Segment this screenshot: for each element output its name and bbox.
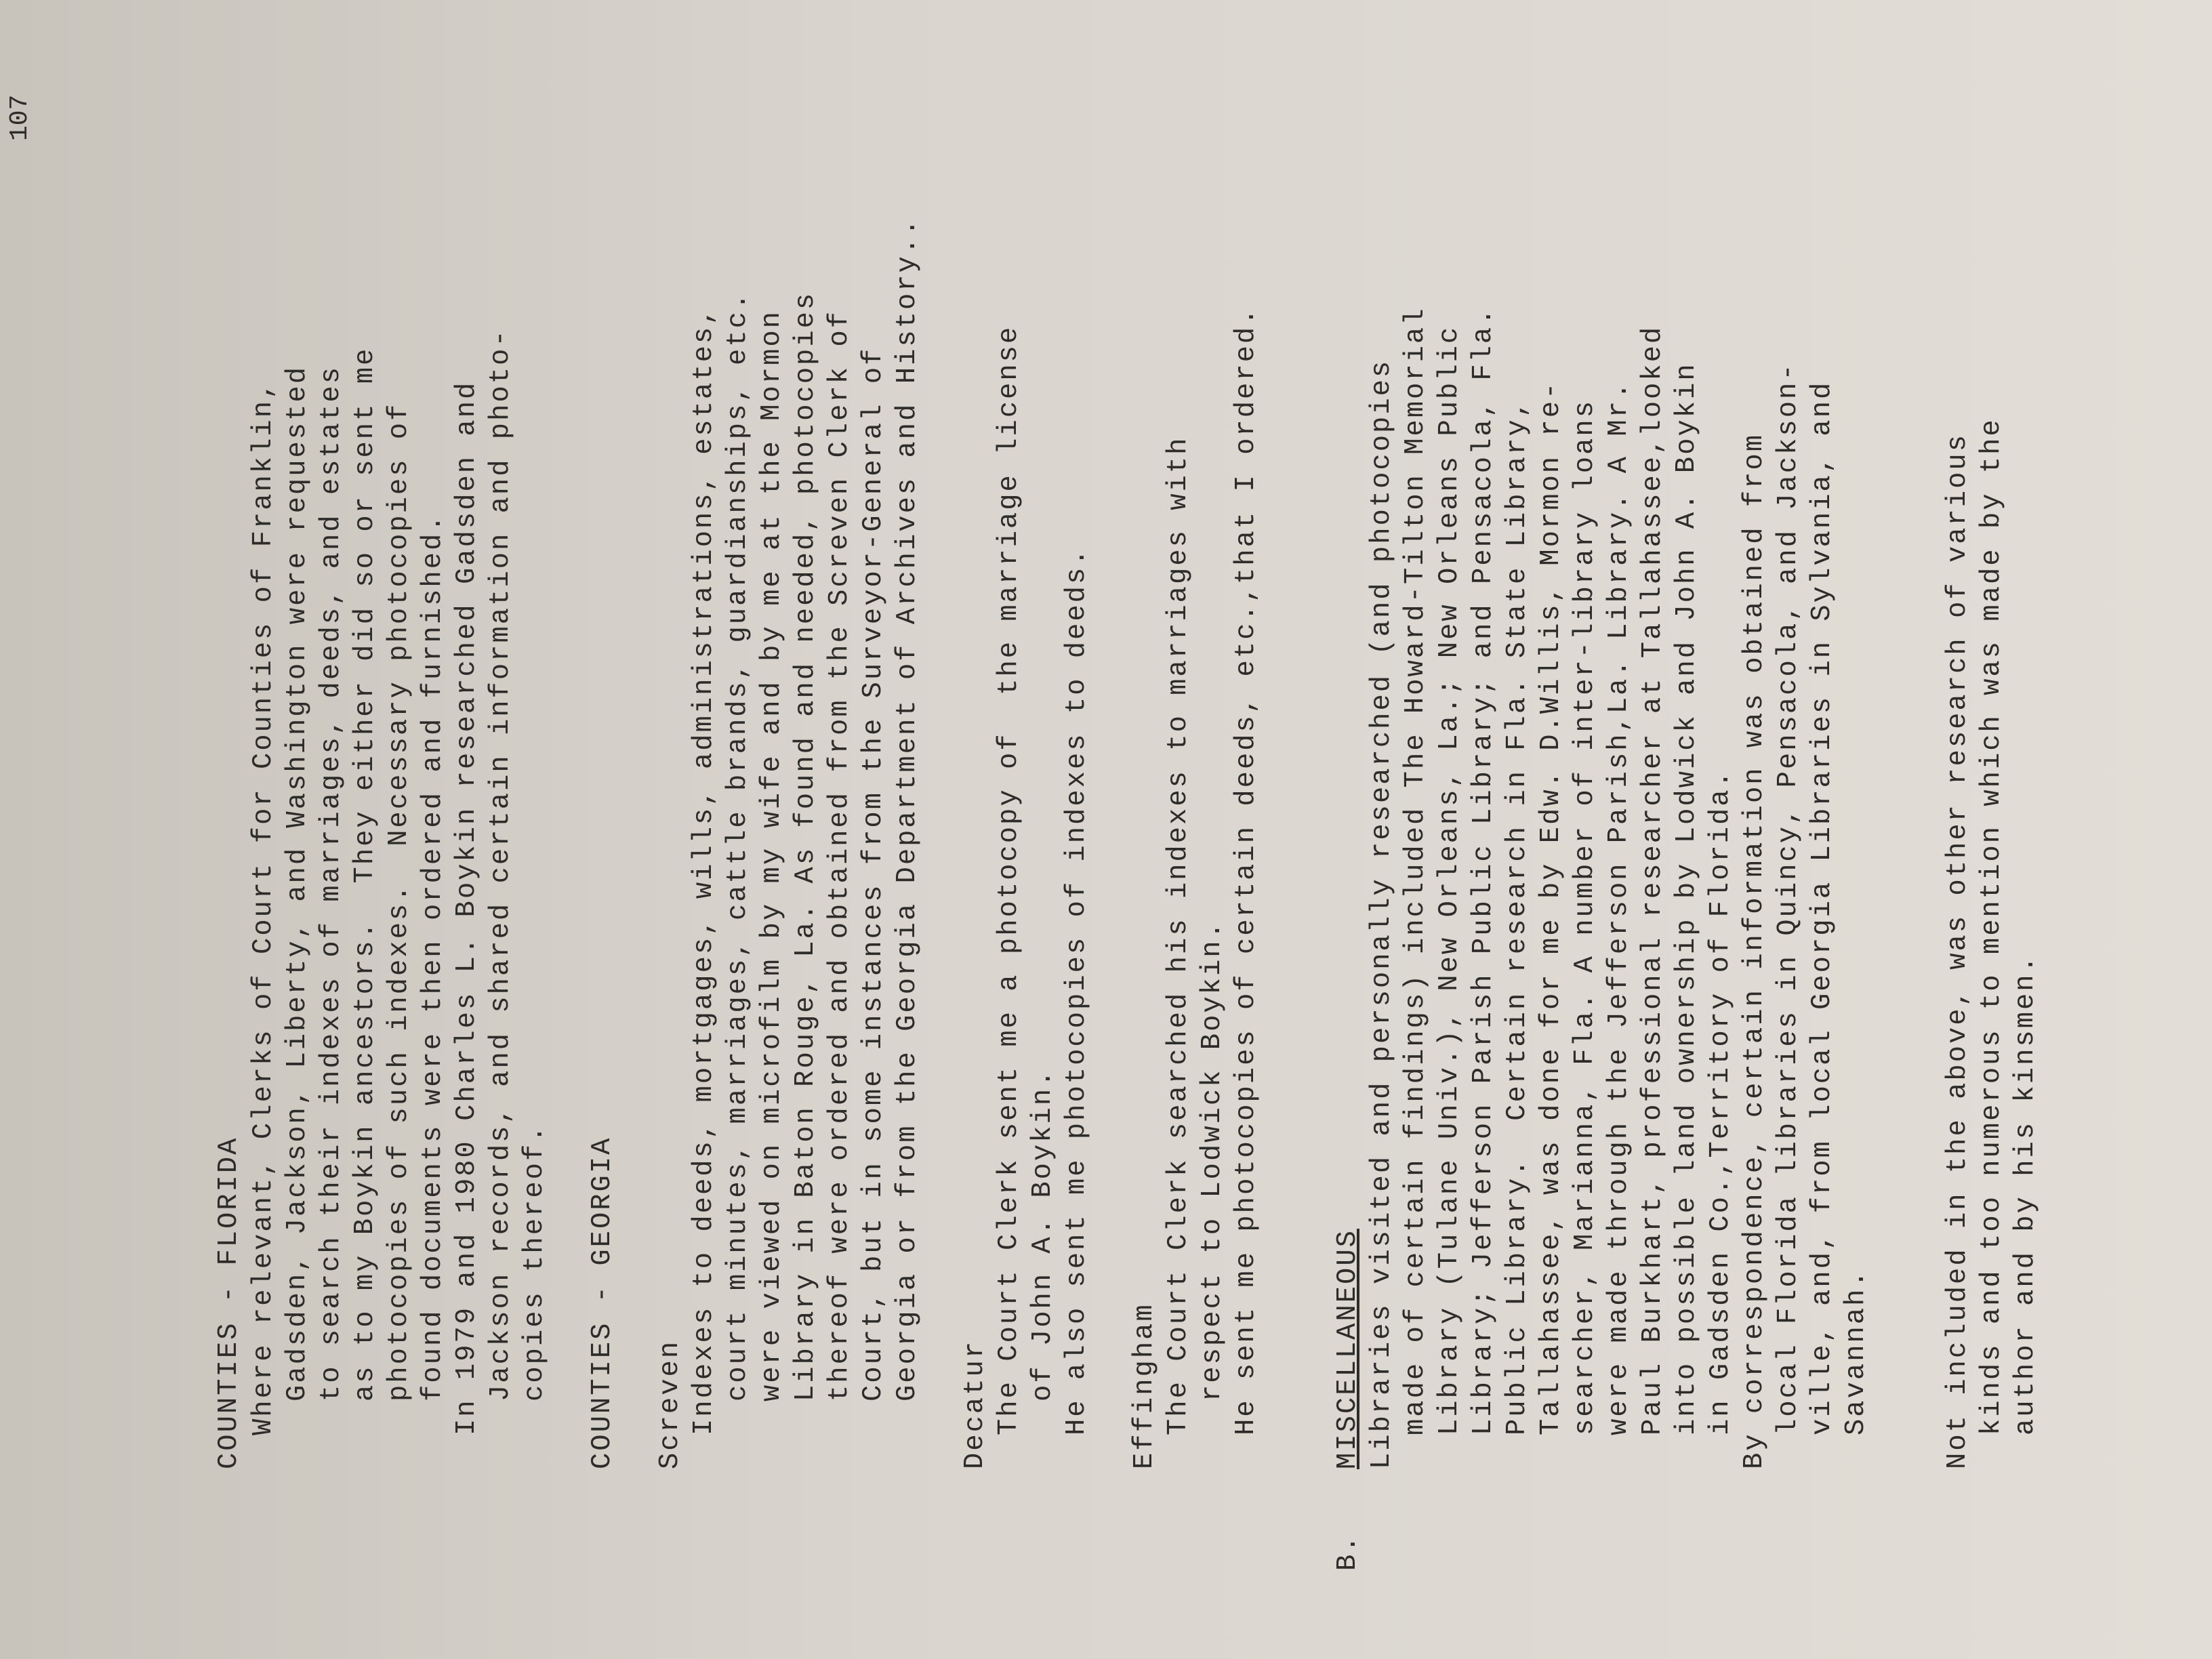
text-line: to search their indexes of marriages, deeds, and estates [316,365,347,1401]
text-line: into possible land ownership by Lodwick and John A. Boykin [1671,362,1702,1435]
text-line: made of certain findings) included The Howard-Tilton Memorial [1400,306,1431,1435]
text-line: respect to Lodwick Boykin. [1197,920,1228,1401]
text-line: were made through the Jefferson Parish,La. Library. A Mr. [1603,380,1635,1435]
text-line: court minutes, marriages, cattle brands, guardianships, etc. [722,291,754,1401]
text-line: Libraries visited and personally researched (and photocopies [1366,359,1397,1469]
text-line: thereof were ordered and obtained from the Screven Clerk of [824,310,855,1401]
text-line: Public Library. Certain research in Fla. State Library, [1502,398,1533,1435]
text-line: Where relevant, Clerks of Court for Counties of Franklin, [248,380,279,1435]
text-line: Tallahassee, was done for me by Edw. D.Willis, Mormon re- [1536,380,1567,1435]
text-line: copies thereof. [519,1124,550,1401]
text-line: The Court Clerk searched his indexes to marriages with [1163,436,1194,1435]
text-line: He also sent me photocopies of indexes to deeds. [1061,547,1092,1435]
section-letter-b: B. [1332,1534,1364,1571]
text-line: found documents were then ordered and furnished. [417,513,449,1401]
text-line: He sent me photocopies of certain deeds, etc.,that I ordered. [1231,306,1262,1435]
heading-florida: COUNTIES - FLORIDA [213,1136,245,1469]
page-number: 107 [5,94,35,141]
county-label-screven: Screven [655,1339,686,1469]
text-line: Paul Burkhart, professional researcher at Tallahassee,looked [1637,325,1668,1435]
text-line: Library in Baton Rouge, La. As found and needed, photocopies [790,291,821,1401]
county-label-effingham: Effingham [1129,1303,1160,1469]
text-line: Library (Tulane Univ.), New Orleans, La.; New Orleans Public [1434,325,1465,1435]
heading-miscellaneous: MISCELLANEOUS [1332,1229,1364,1469]
text-line: of John A. Boykin. [1027,1068,1059,1401]
text-line: By correspondence, certain information was obtained from [1739,432,1770,1469]
text-line: were viewed on microfilm by my wife and by me at the Mormon [756,310,787,1401]
text-line: Jackson records, and shared certain information and photo- [485,328,516,1401]
county-label-decatur: Decatur [960,1339,991,1469]
text-line: Not included in the above, was other research of various [1942,432,1973,1469]
text-line: In 1979 and 1980 Charles L. Boykin researched Gadsden and [451,380,483,1435]
text-line: author and by his kinsmen. [2010,954,2041,1435]
text-line: Savannah. [1841,1269,1872,1435]
text-line: The Court Clerk sent me a photocopy of the marriage license [994,325,1025,1435]
text-line: photocopies of such indexes. Necessary photocopies of [384,402,415,1401]
text-line: as to my Boykin ancestors. They either did so or sent me [350,346,381,1401]
text-line: Library; Jefferson Parish Public Library; and Pensacola, Fla. [1468,306,1499,1435]
text-line: kinds and too numerous to mention which was made by the [1976,417,2007,1435]
text-line: searcher, Marianna, Fla. A number of inter-library loans [1570,398,1601,1435]
text-line: Indexes to deeds, mortgages, wills, administrations, estates, [689,306,720,1435]
text-line: Gadsden, Jackson, Liberty, and Washington were requested [282,365,313,1401]
text-line: Georgia or from the Georgia Department of Archives and History.. [892,217,923,1401]
text-line: Court, but in some instances from the Surveyor-General of [858,346,889,1401]
text-line: local Florida libraries in Quincy, Pensacola, and Jackson- [1773,362,1804,1435]
text-line: in Gadsden Co.,Territory of Florida. [1705,769,1736,1435]
heading-georgia: COUNTIES - GEORGIA [587,1136,618,1469]
text-line: ville, and, from local Georgia Libraries in Sylvania, and [1807,380,1838,1435]
